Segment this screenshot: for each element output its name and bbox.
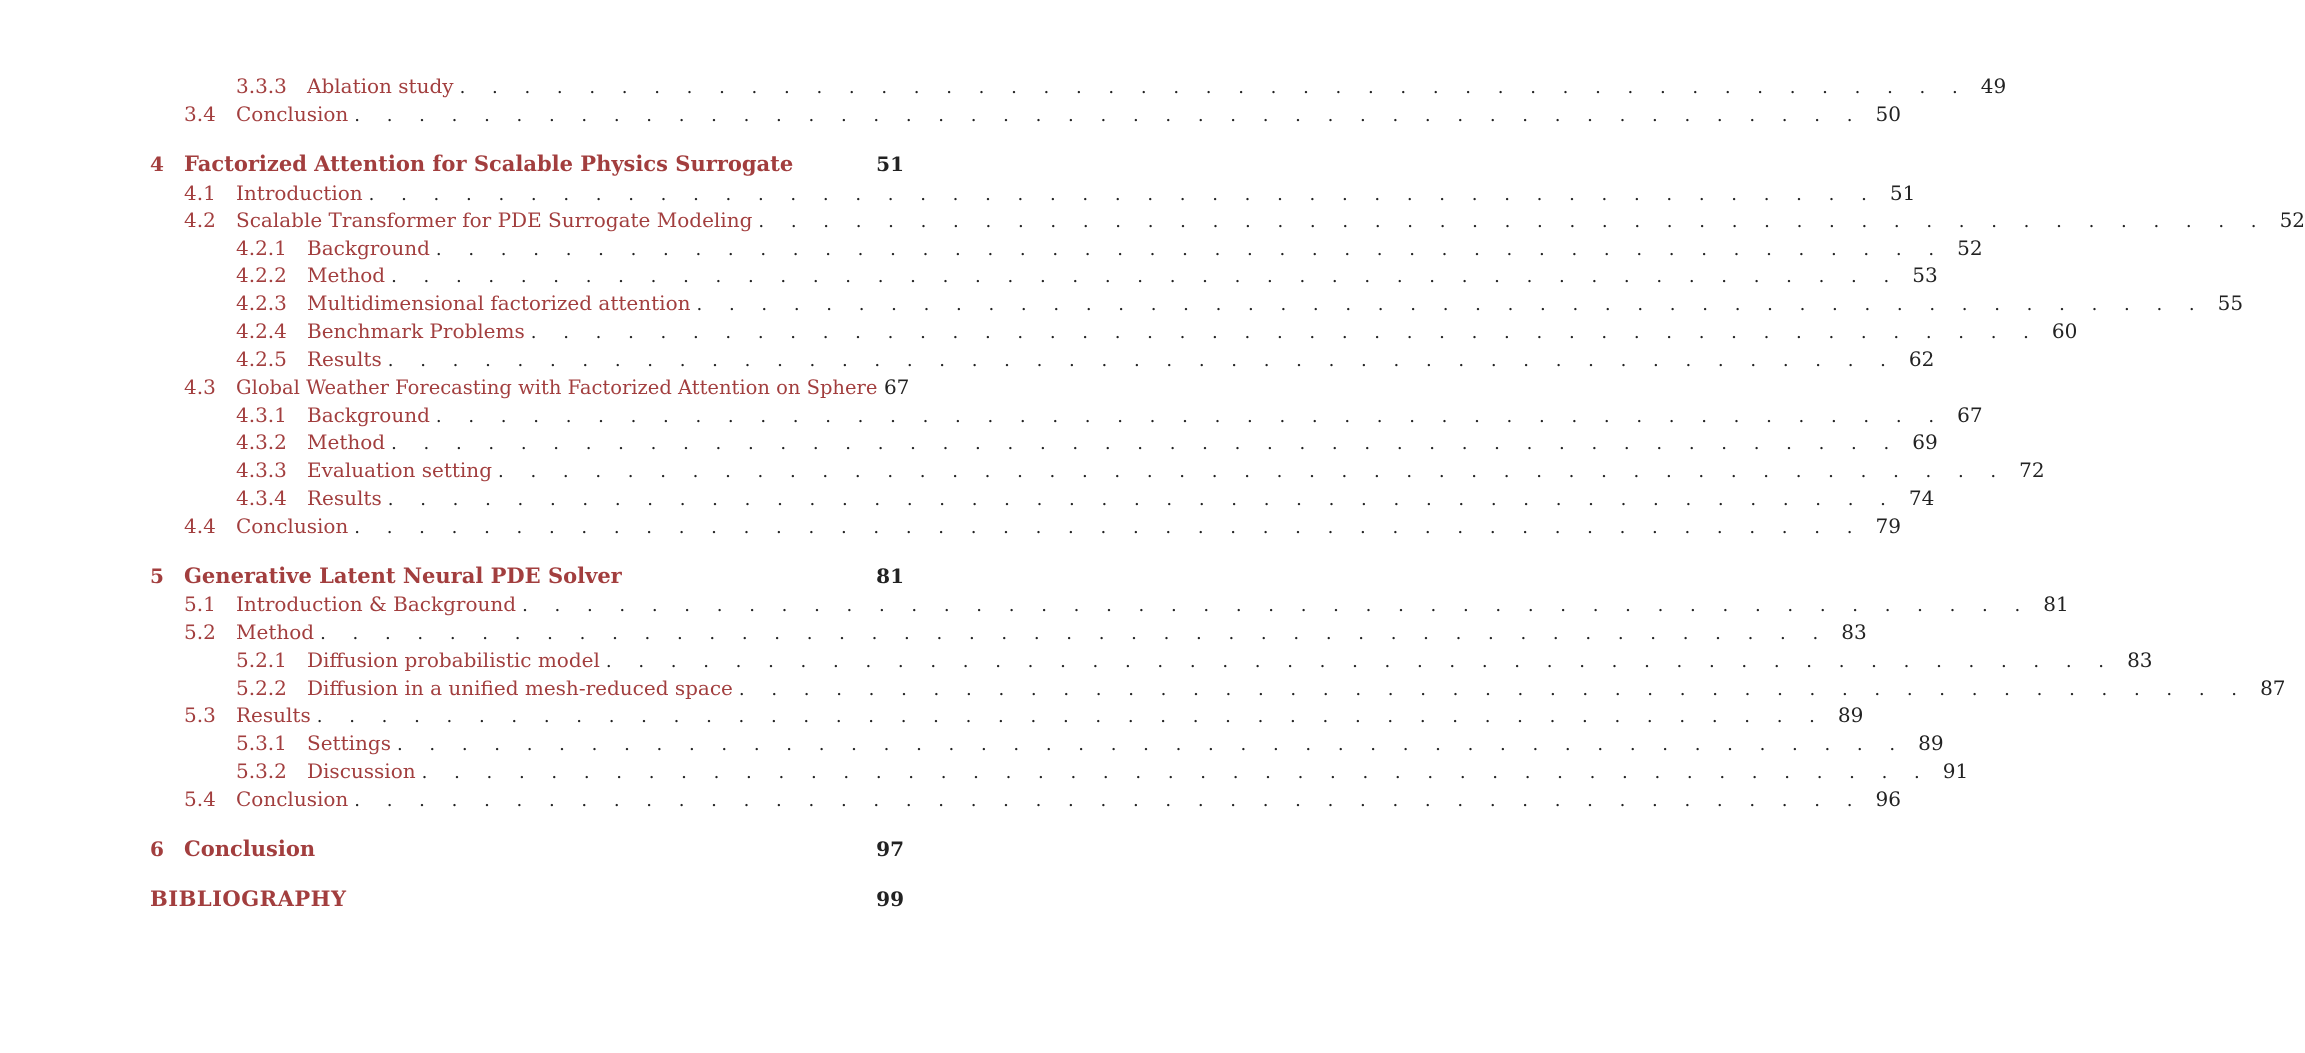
toc-entry[interactable]: [150, 786, 1901, 812]
entry-page: 52: [2279, 208, 2305, 232]
entry-number: 4.4: [184, 514, 216, 538]
entry-number: 4.2.2: [236, 263, 287, 287]
entry-title: Method: [307, 263, 386, 287]
toc-entry[interactable]: [150, 290, 2244, 316]
toc-entry[interactable]: [150, 702, 1864, 728]
entry-title: Introduction & Background: [236, 592, 517, 616]
entry-number: 3.4: [184, 102, 216, 126]
toc-chapter-4[interactable]: [150, 151, 904, 177]
toc-chapter-5[interactable]: [150, 563, 904, 589]
dot-leader: . . . . . . . . . . . . . . . . . . . . . . . . . . . . . . . . . . . . . . . . . . . . . . .: [435, 406, 1945, 427]
entry-title: Global Weather Forecasting with Factorized Attention on Sphere: [236, 376, 878, 399]
entry-title: Scalable Transformer for PDE Surrogate Modeling: [236, 208, 753, 232]
entry-page: 89: [1918, 731, 1944, 755]
chapter-page: 81: [876, 564, 904, 588]
toc-entry[interactable]: [150, 73, 2007, 99]
entry-page: 72: [2019, 458, 2045, 482]
entry-number: 4.2.1: [236, 236, 287, 260]
entry-title: Conclusion: [236, 514, 349, 538]
chapter-number: 4: [150, 152, 164, 176]
entry-number: 5.3: [184, 703, 216, 727]
entry-page: 50: [1875, 102, 1901, 126]
dot-leader: . . . . . . . . . . . . . . . . . . . . . . . . . . . . . . . . . . . . . . . . . . . . . . .: [354, 790, 1863, 811]
toc-entry[interactable]: [150, 180, 1916, 206]
entry-page: 62: [1908, 347, 1935, 371]
toc-entry[interactable]: [150, 318, 2078, 344]
toc-entry[interactable]: [150, 591, 2069, 617]
entry-page: 74: [1908, 486, 1935, 510]
toc-entry[interactable]: [150, 101, 1901, 127]
entry-page: 60: [2051, 319, 2078, 343]
toc-entry[interactable]: [150, 429, 1938, 455]
entry-page: 67: [883, 375, 910, 399]
dot-leader: . . . . . . . . . . . . . . . . . . . . . . . . . . . . . . . . . . . . . . . . . . . . . . .: [316, 706, 1826, 727]
entry-number: 4.1: [184, 181, 216, 205]
entry-number: 4.3.3: [236, 458, 287, 482]
toc-entry[interactable]: [150, 207, 2305, 233]
chapter-number: 5: [150, 564, 164, 588]
toc-entry[interactable]: [150, 675, 2286, 701]
entry-number: 4.3: [184, 375, 216, 399]
toc-chapter-6[interactable]: [150, 836, 904, 862]
chapter-title: Conclusion: [184, 836, 316, 861]
toc-entry[interactable]: [150, 730, 1944, 756]
chapter-page: 97: [876, 837, 904, 861]
dot-leader: . . . . . . . . . . . . . . . . . . . . . . . . . . . . . . . . . . . . . . . . . . . . . . .: [320, 623, 1829, 644]
bibliography-title: BIBLIOGRAPHY: [150, 886, 347, 911]
toc-entry[interactable]: [150, 346, 1935, 372]
entry-page: 79: [1875, 514, 1901, 538]
toc-entry[interactable]: [150, 402, 1983, 428]
dot-leader: . . . . . . . . . . . . . . . . . . . . . . . . . . . . . . . . . . . . . . . . . . . . . . .: [459, 77, 1969, 98]
entry-title: Results: [307, 486, 382, 510]
entry-title: Diffusion in a unified mesh-reduced space: [307, 676, 733, 700]
chapter-number: 6: [150, 837, 164, 861]
entry-title: Ablation study: [307, 74, 454, 98]
entry-number: 4.3.4: [236, 486, 287, 510]
entry-page: 81: [2043, 592, 2069, 616]
entry-number: 5.2.2: [236, 676, 287, 700]
entry-title: Introduction: [236, 181, 363, 205]
entry-title: Results: [307, 347, 382, 371]
entry-page: 49: [1980, 74, 2007, 98]
entry-page: 83: [1841, 620, 1867, 644]
entry-page: 96: [1875, 787, 1901, 811]
entry-title: Multidimensional factorized attention: [307, 291, 691, 315]
entry-page: 67: [1957, 403, 1983, 427]
dot-leader: . . . . . . . . . . . . . . . . . . . . . . . . . . . . . . . . . . . . . . . . . . . . . . .: [387, 350, 1897, 371]
dot-leader: . . . . . . . . . . . . . . . . . . . . . . . . . . . . . . . . . . . . . . . . . . . . . . .: [421, 762, 1931, 783]
toc-entry[interactable]: [150, 513, 1901, 539]
dot-leader: . . . . . . . . . . . . . . . . . . . . . . . . . . . . . . . . . . . . . . . . . . . . . . .: [391, 433, 1900, 454]
entry-number: 5.2: [184, 620, 216, 644]
dot-leader: . . . . . . . . . . . . . . . . . . . . . . . . . . . . . . . . . . . . . . . . . . . . . . .: [605, 651, 2115, 672]
toc-entry[interactable]: [150, 619, 1867, 645]
entry-number: 5.3.2: [236, 759, 287, 783]
entry-title: Settings: [307, 731, 391, 755]
entry-page: 55: [2217, 291, 2244, 315]
entry-number: 4.2.3: [236, 291, 287, 315]
entry-title: Conclusion: [236, 102, 349, 126]
entry-title: Background: [307, 236, 430, 260]
toc-entry[interactable]: [150, 758, 1969, 784]
entry-page: 91: [1942, 759, 1969, 783]
entry-title: Diffusion probabilistic model: [307, 648, 600, 672]
entry-number: 4.3.1: [236, 403, 287, 427]
dot-leader: . . . . . . . . . . . . . . . . . . . . . . . . . . . . . . . . . . . . . . . . . . . . . . .: [522, 595, 2031, 616]
entry-page: 53: [1912, 263, 1938, 287]
entry-page: 89: [1837, 703, 1864, 727]
chapter-title: Generative Latent Neural PDE Solver: [184, 563, 622, 588]
dot-leader: . . . . . . . . . . . . . . . . . . . . . . . . . . . . . . . . . . . . . . . . . . . . . . .: [387, 489, 1897, 510]
entry-page: 51: [1889, 181, 1916, 205]
entry-title: Discussion: [307, 759, 416, 783]
entry-number: 5.3.1: [236, 731, 287, 755]
entry-number: 4.3.2: [236, 430, 287, 454]
dot-leader: . . . . . . . . . . . . . . . . . . . . . . . . . . . . . . . . . . . . . . . . . . . . . . .: [396, 734, 1906, 755]
entry-number: 3.3.3: [236, 74, 287, 98]
entry-number: 4.2: [184, 208, 216, 232]
dot-leader: . . . . . . . . . . . . . . . . . . . . . . . . . . . . . . . . . . . . . . . . . . . . . . .: [354, 105, 1863, 126]
bibliography-page: 99: [876, 887, 904, 911]
entry-page: 83: [2127, 648, 2153, 672]
dot-leader: . . . . . . . . . . . . . . . . . . . . . . . . . . . . . . . . . . . . . . . . . . . . . . .: [498, 461, 2007, 482]
toc-entry[interactable]: [150, 262, 1938, 288]
entry-number: 5.2.1: [236, 648, 287, 672]
toc-entry[interactable]: [150, 235, 1983, 261]
entry-title: Benchmark Problems: [307, 319, 525, 343]
chapter-page: 51: [876, 152, 904, 176]
dot-leader: . . . . . . . . . . . . . . . . . . . . . . . . . . . . . . . . . . . . . . . . . . . . . . .: [391, 266, 1900, 287]
toc-entry[interactable]: [150, 457, 2045, 483]
dot-leader: . . . . . . . . . . . . . . . . . . . . . . . . . . . . . . . . . . . . . . . . . . . . . . .: [738, 679, 2248, 700]
toc-entry[interactable]: [150, 647, 2153, 673]
toc-bibliography[interactable]: [150, 886, 904, 912]
entry-title: Evaluation setting: [307, 458, 492, 482]
dot-leader: . . . . . . . . . . . . . . . . . . . . . . . . . . . . . . . . . . . . . . . . . . . . . . .: [758, 211, 2268, 232]
entry-page: 87: [2260, 676, 2286, 700]
dot-leader: . . . . . . . . . . . . . . . . . . . . . . . . . . . . . . . . . . . . . . . . . . . . . . .: [696, 294, 2206, 315]
dot-leader: . . . . . . . . . . . . . . . . . . . . . . . . . . . . . . . . . . . . . . . . . . . . . . .: [530, 322, 2040, 343]
entry-title: Results: [236, 703, 311, 727]
entry-number: 4.2.4: [236, 319, 287, 343]
toc-entry[interactable]: [150, 485, 1935, 511]
entry-title: Method: [236, 620, 315, 644]
entry-number: 5.4: [184, 787, 216, 811]
dot-leader: . . . . . . . . . . . . . . . . . . . . . . . . . . . . . . . . . . . . . . . . . . . . . . .: [354, 517, 1863, 538]
chapter-title: Factorized Attention for Scalable Physics Surrogate: [184, 151, 794, 176]
toc-entry[interactable]: [150, 374, 910, 400]
dot-leader: . . . . . . . . . . . . . . . . . . . . . . . . . . . . . . . . . . . . . . . . . . . . . . .: [368, 184, 1878, 205]
entry-page: 69: [1912, 430, 1938, 454]
entry-number: 4.2.5: [236, 347, 287, 371]
entry-number: 5.1: [184, 592, 216, 616]
entry-title: Conclusion: [236, 787, 349, 811]
entry-title: Method: [307, 430, 386, 454]
entry-title: Background: [307, 403, 430, 427]
entry-page: 52: [1957, 236, 1983, 260]
dot-leader: . . . . . . . . . . . . . . . . . . . . . . . . . . . . . . . . . . . . . . . . . . . . . . .: [435, 239, 1945, 260]
